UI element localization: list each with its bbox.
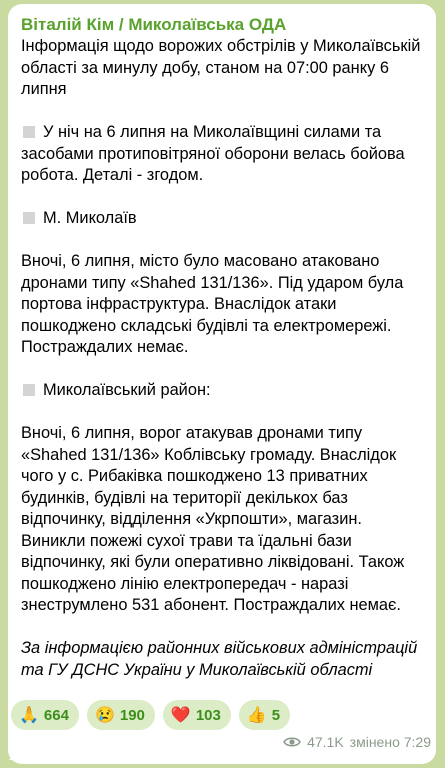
message-text	[21, 36, 424, 681]
edited-timestamp: змінено 7:29	[349, 734, 431, 750]
reaction-praying-hands[interactable]	[11, 700, 79, 730]
city-heading	[21, 208, 424, 230]
praying-hands-icon: 🙏	[19, 707, 39, 724]
square-bullet-icon	[23, 384, 35, 396]
city-heading-text: М. Миколаїв	[43, 209, 137, 227]
crying-face-icon: 😢	[94, 707, 115, 724]
message-bubble	[8, 4, 436, 764]
city-paragraph: Вночі, 6 липня, місто було масовано атаковано дронами типу «Shahed 131/136». Під ударом була портова інфраструктура. Внаслідок атаки пошкоджено складські будівлі та електромережі. Постраждалих немає.	[21, 252, 404, 356]
reactions-bar	[11, 700, 290, 730]
message-meta	[283, 734, 431, 750]
reaction-count: 664	[43, 706, 69, 724]
channel-name[interactable]: Віталій Кім / Миколаївська ОДА	[21, 15, 287, 34]
red-heart-icon: ❤️	[170, 707, 191, 724]
reaction-thumbs-up[interactable]	[239, 700, 290, 730]
intro-paragraph: Інформація щодо ворожих обстрілів у Миколаївській області за минулу добу, станом на 07:00 ранку 6 липня	[21, 37, 421, 98]
view-count: 47.1K	[307, 734, 344, 750]
thumbs-up-icon: 👍	[246, 707, 267, 724]
square-bullet-icon	[23, 212, 35, 224]
district-heading-text: Миколаївський район:	[43, 381, 211, 399]
reaction-count: 103	[195, 706, 221, 724]
square-bullet-icon	[23, 126, 35, 138]
reaction-count: 190	[119, 706, 145, 724]
reaction-crying-face[interactable]	[87, 700, 155, 730]
eye-icon	[283, 736, 301, 748]
air-defense-paragraph	[21, 122, 424, 187]
bubble-tail	[9, 748, 19, 760]
district-paragraph: Вночі, 6 липня, ворог атакував дронами типу «Shahed 131/136» Коблівську громаду. Внаслідок чого у с. Рибаківка пошкоджено 13 приватних будинків, будівлі на території декількох баз відпочинку, відділення «Укрпошти», магазин. Виникли пожежі сухої трави та їдальні бази відпочинку, які були оперативно ліквідовані. Також пошкоджено лінію електропередач - наразі знеструмлено 531 абонент. Постраждалих немає.	[21, 424, 405, 614]
district-heading	[21, 380, 424, 402]
reaction-red-heart[interactable]	[163, 700, 231, 730]
source-note: За інформацією районних військових адміністрацій та ГУ ДСНС України у Миколаївській області	[21, 639, 418, 679]
air-defense-text: У ніч на 6 липня на Миколаївщині силами та засобами протиповітряної оборони велась бойова робота. Деталі - згодом.	[21, 123, 405, 184]
reaction-count: 5	[271, 706, 281, 724]
